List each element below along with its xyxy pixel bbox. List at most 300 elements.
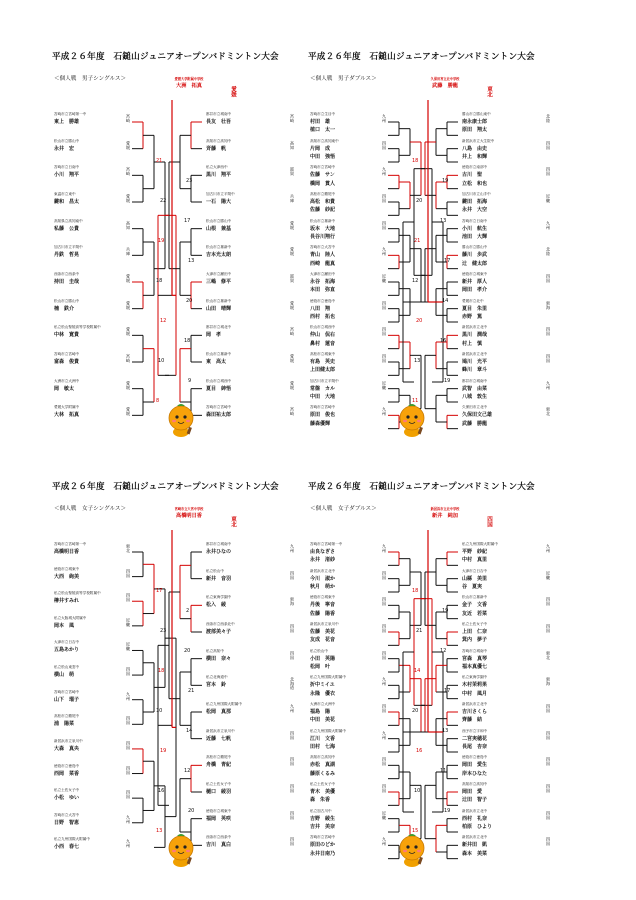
player-name: 岸本ひなた	[462, 770, 488, 777]
player-region: 宮崎	[126, 114, 131, 123]
player-name: 赤野 篤	[462, 314, 483, 320]
player-name: 小川 翔平	[54, 172, 80, 179]
player-school: 愛媛大学附属中	[54, 405, 80, 410]
champion-region: 東北	[230, 516, 236, 527]
player-name: 岡田 孝介	[462, 287, 488, 294]
player-region: 四国	[290, 837, 295, 846]
player-region: 東海	[290, 597, 295, 606]
player-name: 東上 勝雄	[54, 119, 80, 125]
player-school: 宮崎市立日南中	[462, 218, 488, 223]
player-region: 愛媛	[126, 327, 131, 336]
player-entry	[54, 616, 150, 629]
player-region: 愛媛	[126, 380, 131, 390]
player-name: 黒川 潤哉	[462, 332, 488, 339]
player-name: 横田 奈々	[206, 655, 232, 662]
match-score: 22	[160, 198, 167, 204]
player-name: 新井田 凱	[462, 842, 488, 849]
player-entry	[310, 849, 406, 857]
player-name: 佐藤 サン	[310, 172, 335, 179]
player-name: 原田 俊也	[310, 412, 336, 419]
player-region: 兵庫	[126, 247, 131, 256]
player-region: 九州	[126, 691, 131, 701]
player-region: 四国	[546, 784, 551, 793]
player-school: 松山市立雄新中	[462, 595, 488, 600]
player-name: 立松 和也	[462, 180, 488, 187]
player-entry	[310, 622, 406, 635]
match-score: 20	[416, 198, 423, 204]
player-name: 折中ミイユ	[310, 682, 335, 689]
player-school: 宮崎市立宮崎中	[206, 405, 232, 410]
player-region: 四国	[290, 757, 295, 766]
player-region: 東海	[546, 677, 551, 686]
player-school: 大洲市立大洲中	[54, 378, 80, 383]
player-region: 四国	[546, 730, 551, 740]
player-entry	[310, 232, 406, 240]
player-region: 四国	[126, 765, 131, 774]
champion-school: 宮崎市立大宮中学校	[174, 507, 204, 511]
match-score: 21	[416, 628, 423, 634]
player-name: 吉野 綾生	[310, 815, 336, 822]
match-score: 17	[444, 688, 451, 694]
player-name: 青山 陸人	[310, 252, 336, 259]
player-region: 九州	[382, 114, 387, 123]
player-school: 加古川市立山手中	[462, 192, 491, 196]
player-region: 宮崎	[290, 114, 295, 123]
player-name: 永井 渚紗	[310, 557, 336, 564]
player-name: 東 高太	[206, 359, 227, 365]
player-name: 大森 真央	[54, 745, 80, 752]
player-entry	[54, 690, 150, 703]
player-entry	[310, 352, 406, 365]
player-school: 松山市立城西中	[206, 378, 232, 383]
match-score: 10	[414, 788, 421, 794]
sheet-title: 平成２６年度 石鎚山ジュニアオープンバドミントン大会	[52, 482, 279, 492]
player-region: 九州	[546, 220, 551, 230]
player-school: 高松市立鶴尾中	[310, 192, 336, 196]
player-name: 長尾 杏奈	[462, 744, 488, 750]
player-school: 西条市立西条中	[54, 272, 80, 276]
player-name: 中田 美花	[310, 717, 336, 724]
player-name: 八田 翔	[310, 305, 331, 312]
player-entry	[310, 165, 406, 178]
player-name: 永井 大空	[462, 207, 488, 214]
player-school: 私立東海学園中	[206, 595, 232, 600]
player-entry	[310, 769, 406, 777]
player-school: 宮崎市立大宮中	[54, 812, 80, 817]
player-name: 永隆 優衣	[310, 690, 336, 697]
player-name: 辻 健太郎	[462, 260, 488, 267]
player-region: 愛媛	[126, 194, 131, 203]
player-name: 森 朱香	[310, 797, 331, 804]
player-region: 九州	[290, 704, 295, 713]
player-entry	[54, 591, 150, 604]
player-name: 原田のどか	[310, 842, 336, 849]
player-region: 九州	[382, 407, 387, 416]
player-school: 宮崎市立宮崎第一中	[54, 112, 87, 116]
player-name: 横山 萌	[54, 672, 75, 679]
player-region: 四国	[382, 220, 387, 230]
player-entry	[310, 405, 406, 418]
mascot-orange-icon	[395, 832, 429, 868]
match-score: 21	[156, 158, 163, 164]
player-school: 松山市立勝山中	[54, 298, 80, 303]
player-region: 四国	[126, 740, 131, 750]
player-region: 四国	[546, 167, 551, 176]
sheet-title: 平成２６年度 石鎚山ジュニアオープンバドミントン大会	[308, 482, 535, 492]
player-entry	[310, 245, 406, 258]
player-name: 森本 美菜	[462, 850, 488, 857]
player-school: 大津市立日吉中	[54, 640, 80, 645]
player-name: 藤原くるみ	[310, 770, 336, 777]
player-name: 吉井 美奈	[310, 824, 336, 830]
player-name: 藤川 歩武	[462, 252, 488, 259]
player-entry	[310, 219, 406, 232]
player-name: 鳩川 光平	[462, 359, 488, 365]
player-name: 二宮実穂花	[462, 735, 488, 742]
match-score: 13	[188, 258, 195, 264]
player-school: 私立松山中	[310, 648, 328, 653]
player-name: 八島 由史	[462, 145, 488, 152]
match-score: 19	[158, 238, 165, 244]
player-entry	[310, 325, 406, 338]
player-name: 平野 紗紀	[462, 549, 488, 555]
player-name: 丹鉄 哲晃	[54, 252, 80, 259]
player-name: 大林 拓真	[54, 412, 80, 419]
player-name: 佐藤 陽香	[310, 610, 336, 617]
event-subtitle: ＜個人戦 女子ダブルス＞	[310, 506, 377, 512]
player-region: 愛媛	[290, 220, 295, 230]
player-school: 徳島市立南部中	[462, 165, 488, 170]
player-entry	[310, 112, 406, 125]
player-region: 愛媛	[290, 247, 295, 256]
player-entry	[54, 665, 150, 678]
match-score: 14	[414, 668, 421, 674]
player-name: 長谷川翔行	[310, 234, 336, 240]
player-school: 宮崎市立宮崎中	[54, 352, 80, 356]
player-entry	[54, 325, 150, 338]
player-entry	[310, 192, 406, 205]
match-score: 14	[442, 298, 449, 304]
player-name: 永井 宏	[54, 145, 75, 152]
player-region: 四国	[382, 597, 387, 606]
player-entry	[54, 714, 150, 727]
bracket-sheet-girls-doubles	[300, 442, 556, 874]
player-region: 近畿	[546, 570, 551, 580]
player-school: 新居浜市立北中	[462, 702, 488, 706]
player-region: 宮崎	[126, 354, 131, 363]
player-entry	[462, 419, 558, 427]
player-entry	[462, 662, 558, 670]
player-region: 愛媛	[126, 274, 131, 283]
player-name: 一石 陽大	[206, 199, 232, 205]
player-entry	[310, 675, 406, 688]
player-name: 南永康士郎	[462, 119, 488, 125]
player-school: 私立東海学園中	[462, 675, 488, 680]
player-school: 私立土佐女子中	[206, 782, 232, 786]
player-entry	[310, 392, 406, 400]
player-entry	[54, 299, 150, 312]
match-score: 18	[412, 588, 419, 594]
player-name: 岡本 風	[54, 622, 75, 629]
player-school: 私立北海道中	[206, 675, 228, 680]
player-name: 小西 春七	[54, 844, 80, 851]
player-entry	[310, 795, 406, 803]
match-score: 8	[156, 398, 160, 404]
match-score: 19	[444, 378, 451, 384]
player-name: 大西 絢美	[54, 573, 80, 580]
player-name: 池田 大輝	[462, 234, 488, 240]
player-school: 宮崎市立宮崎第一中	[310, 542, 343, 546]
player-school: 宮崎市立日南中	[54, 165, 80, 170]
player-region: 四国	[126, 568, 131, 577]
player-name: 宮森 真琴	[462, 655, 488, 662]
player-school: 私立大津西中	[206, 165, 228, 170]
player-region: 四国	[126, 716, 131, 725]
player-name: 山根 兼基	[206, 225, 232, 232]
match-score: 14	[186, 728, 193, 734]
player-name: 中村 風月	[462, 690, 488, 697]
player-region: 愛媛	[290, 300, 295, 310]
player-region: 四国	[382, 194, 387, 203]
player-name: 西崎 龍真	[310, 260, 336, 267]
player-name: 小田 英陽	[310, 655, 336, 662]
player-region: 四国	[546, 274, 551, 283]
bracket-sheet-boys-doubles	[300, 12, 556, 444]
player-name: 武智 由菜	[462, 385, 488, 392]
player-region: 九州	[382, 167, 387, 176]
player-name: 夏目 紳悟	[206, 385, 232, 392]
player-name: 本田 弥直	[310, 287, 336, 294]
champion-name: 武藤 勝龍	[432, 83, 458, 89]
player-school: 高松市立鶴尾中	[206, 755, 232, 760]
player-name: 植口 太一	[310, 127, 336, 134]
player-name: 村田 雄	[310, 119, 331, 125]
player-name: 宮本 鈴	[206, 682, 227, 689]
player-school: 松山市立勝山中	[206, 218, 232, 223]
match-score: 18	[412, 158, 419, 164]
player-name: 佐藤 美花	[310, 629, 336, 635]
player-region: 四国	[290, 784, 295, 793]
match-score: 16	[440, 338, 447, 344]
player-name: 井上 和輝	[462, 154, 488, 160]
player-school: 徳島市立徳島中	[310, 298, 336, 303]
player-name: 小松 ゆい	[54, 795, 80, 802]
player-entry	[462, 259, 558, 267]
player-name: 新井 厚人	[462, 279, 488, 285]
player-school: 宮崎市立宮崎中	[310, 835, 336, 840]
player-region: 四国	[126, 667, 131, 676]
player-school: 徳島市立徳島中	[54, 763, 80, 768]
player-name: 山下 瑠子	[54, 696, 80, 703]
player-name: 橋岡 貫人	[310, 180, 336, 187]
player-region: 四国	[126, 790, 131, 799]
player-name: 福本真優七	[462, 664, 488, 670]
player-name: 中田 大地	[310, 394, 336, 400]
player-region: 四国	[382, 570, 387, 580]
player-region: 近畿	[382, 380, 387, 390]
champion-region: 四国	[486, 516, 492, 527]
player-school: 新居浜市立泉川中	[310, 622, 339, 626]
player-entry	[310, 312, 406, 320]
player-name: 高橋明日香	[54, 549, 80, 555]
sheet-title: 平成２６年度 石鎚山ジュニアオープンバドミントン大会	[52, 52, 279, 62]
match-score: 12	[412, 278, 419, 284]
player-region: 九州	[382, 677, 387, 686]
match-score: 17	[184, 218, 191, 224]
player-entry	[310, 635, 406, 643]
player-region: 近畿	[546, 194, 551, 203]
player-school: 私立九州国際大附属中	[462, 542, 498, 546]
player-entry	[462, 769, 558, 777]
player-region: 四国	[382, 300, 387, 310]
match-score: 20	[186, 298, 193, 304]
player-school: 勝山市立勝山東中	[462, 112, 491, 116]
player-entry	[310, 835, 406, 848]
player-entry	[310, 782, 406, 795]
player-region: 四国	[546, 810, 551, 820]
player-entry	[310, 139, 406, 152]
player-entry	[310, 285, 406, 293]
player-entry	[310, 379, 406, 392]
player-region: 九州	[382, 837, 387, 846]
player-name: 榊井すみれ	[54, 598, 80, 605]
player-name: 三嶋 修平	[206, 279, 232, 285]
player-name: 新井 音羽	[206, 575, 232, 582]
player-region: 四国	[126, 593, 131, 602]
champion-region: 東北	[486, 86, 492, 97]
player-entry	[310, 582, 406, 590]
player-entry	[54, 219, 150, 232]
player-entry	[54, 813, 150, 826]
player-school: 私立松山聖陵高等学校附属中	[54, 591, 101, 596]
player-name: 渡部美々子	[206, 629, 232, 635]
player-name: 松岡 真那	[206, 709, 232, 715]
player-entry	[310, 595, 406, 608]
player-name: 岡田 愛生	[462, 762, 488, 769]
player-school: 都井市立城南中	[206, 542, 232, 546]
player-entry	[310, 742, 406, 750]
player-name: 谷 夏実	[462, 584, 483, 590]
player-entry	[462, 635, 558, 643]
player-region: 九州	[546, 380, 551, 390]
player-name: 八城 敦生	[462, 394, 488, 400]
player-school: 加古川市立平岡中	[310, 378, 339, 383]
player-school: 大津市立日吉中	[462, 568, 488, 573]
player-entry	[462, 285, 558, 293]
player-name: 近藤 七帆	[206, 735, 232, 742]
match-score: 18	[158, 668, 165, 674]
player-region: 宮崎	[290, 407, 295, 416]
player-region: 近畿	[382, 810, 387, 820]
player-entry	[54, 192, 150, 205]
player-region: 九州	[126, 839, 131, 848]
player-entry	[462, 849, 558, 857]
player-entry	[310, 609, 406, 617]
player-entry	[54, 165, 150, 178]
champion-school: 愛媛大学附属中学校	[174, 77, 204, 81]
player-name: 黒川 翔平	[206, 172, 232, 179]
player-school: 大洲市立大洲中	[310, 702, 336, 706]
player-region: 近畿	[382, 274, 387, 283]
player-school: 松山市立雄新中	[206, 352, 232, 356]
player-name: 夏目 朱里	[462, 305, 488, 312]
player-name: 中村 真里	[462, 557, 488, 564]
player-region: 東海	[546, 300, 551, 310]
player-name: 長友 壮吾	[206, 119, 232, 125]
player-name: 楠 鉄介	[54, 305, 75, 312]
mascot-orange-icon	[164, 402, 198, 438]
match-score: 23	[160, 628, 167, 634]
match-score: 19	[160, 748, 167, 754]
player-entry	[462, 609, 558, 617]
player-region: 北海道	[290, 677, 295, 690]
player-entry	[310, 715, 406, 723]
player-school: 愛媛市立北中	[462, 298, 484, 303]
player-region: 高知	[126, 220, 131, 230]
player-region: 愛媛	[126, 300, 131, 310]
player-school: 徳島市立城東中	[310, 595, 336, 600]
player-name: 山縣 美里	[462, 575, 488, 582]
player-entry	[462, 555, 558, 563]
player-entry	[54, 764, 150, 777]
player-school: 新居浜市立北中	[462, 808, 488, 813]
player-entry	[310, 259, 406, 267]
player-school: 西予市立宇和中	[462, 728, 488, 733]
player-region: 四国	[546, 837, 551, 846]
player-name: 有島 英史	[310, 359, 336, 365]
player-region: 高知	[290, 140, 295, 150]
player-school: 東温市立東中	[54, 192, 76, 196]
player-school: 高知市立高知東中	[310, 138, 339, 143]
player-entry	[310, 729, 406, 742]
player-entry	[462, 339, 558, 347]
player-region: 四国	[290, 624, 295, 633]
match-score: 23	[186, 178, 193, 184]
player-region: 四国	[382, 650, 387, 660]
player-region: 兵庫	[290, 194, 295, 203]
match-score: 16	[416, 748, 423, 754]
player-name: 佐藤 紗記	[310, 207, 336, 214]
player-name: 辻田 智子	[462, 797, 488, 804]
player-school: 高松市立城東中	[310, 352, 336, 356]
match-score: 19	[442, 608, 449, 614]
player-entry	[310, 662, 406, 670]
player-school: 勝山市立勝山中	[462, 245, 488, 250]
player-region: 四国	[382, 354, 387, 363]
event-subtitle: ＜個人戦 女子シングルス＞	[54, 506, 127, 512]
player-name: 私藤 公貴	[54, 225, 80, 232]
player-region: 四国	[382, 327, 387, 336]
player-entry	[310, 272, 406, 285]
player-region: 九州	[382, 730, 387, 740]
champion-name: 大洲 拓真	[176, 83, 202, 89]
match-score: 19	[442, 178, 449, 184]
player-region: 東北	[546, 650, 551, 660]
player-school: 私立大阪城大附属中	[54, 615, 87, 620]
player-entry	[462, 205, 558, 213]
player-school: 徳島市立徳島中	[462, 755, 488, 760]
player-school: 大津市立瀬田中	[206, 272, 232, 276]
match-score: 18	[156, 278, 163, 284]
player-entry	[310, 555, 406, 563]
match-score: 12	[184, 768, 191, 774]
player-name: 木村茉莉果	[462, 682, 488, 689]
player-school: 徳島市立城東中	[462, 272, 488, 276]
player-name: 赤松 真湖	[310, 762, 336, 769]
player-entry	[54, 837, 150, 850]
player-name: 福岡 英咲	[206, 815, 232, 822]
player-entry	[462, 689, 558, 697]
